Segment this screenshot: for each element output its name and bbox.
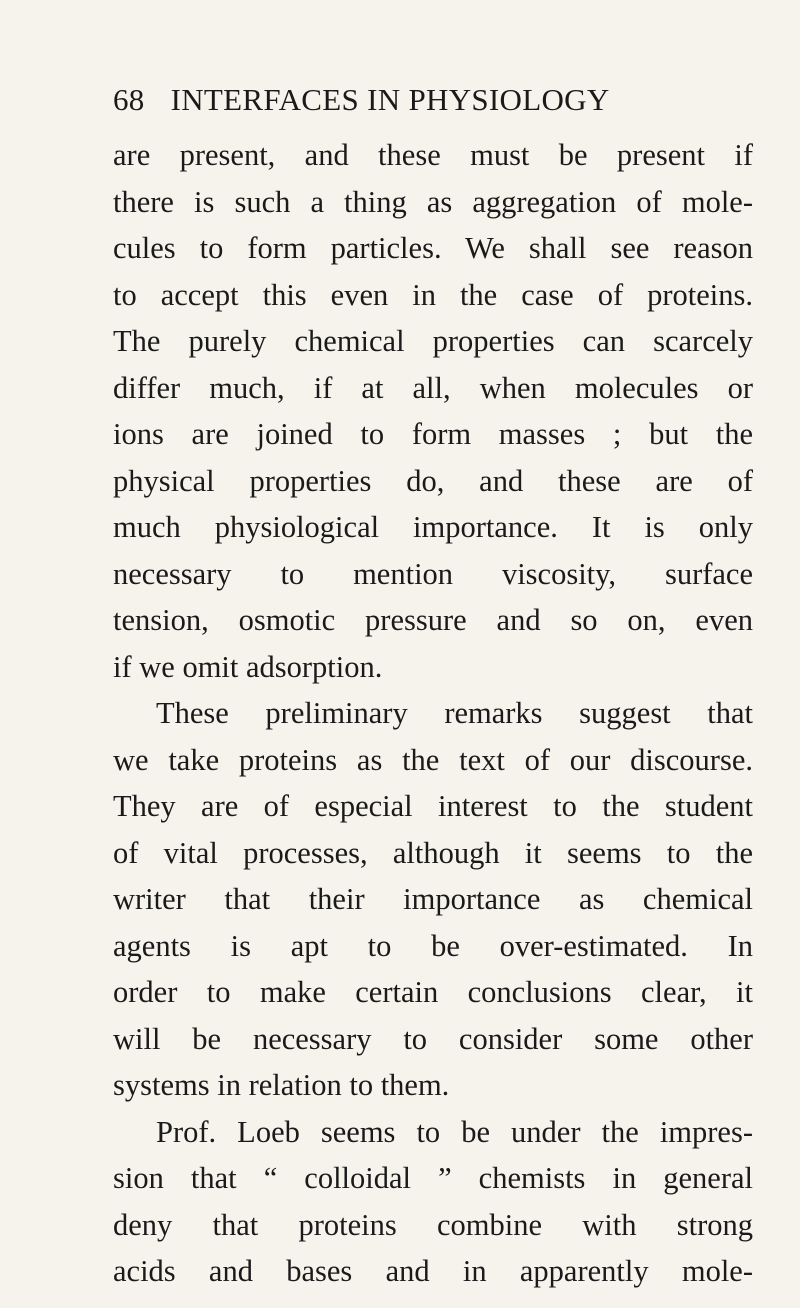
text-line: there is such a thing as aggregation of mole-	[113, 184, 753, 219]
running-title: INTERFACES IN PHYSIOLOGY	[170, 82, 610, 117]
text-line: They are of especial interest to the student	[113, 789, 753, 823]
body-text	[113, 132, 753, 1295]
text-line: we take proteins as the text of our discourse.	[113, 742, 753, 777]
text-line: The purely chemical properties can scarcely	[113, 324, 753, 358]
text-line: to accept this even in the case of proteins.	[113, 277, 753, 312]
text-line: necessary to mention viscosity, surface	[113, 556, 753, 591]
text-line: will be necessary to consider some other	[113, 1021, 753, 1056]
paragraph-start-line: These preliminary remarks suggest that	[156, 696, 753, 730]
text-line: cules to form particles. We shall see reason	[113, 231, 753, 265]
text-line: order to make certain conclusions clear, it	[113, 975, 753, 1009]
text-line: tension, osmotic pressure and so on, even	[113, 603, 753, 637]
text-line: ions are joined to form masses ; but the	[113, 417, 753, 451]
text-line: acids and bases and in apparently mole-	[113, 1254, 753, 1288]
text-line: writer that their importance as chemical	[113, 882, 753, 916]
text-line: deny that proteins combine with strong	[113, 1207, 753, 1242]
page-number: 68	[113, 82, 145, 117]
text-line: much physiological importance. It is only	[113, 510, 753, 544]
text-line: sion that “ colloidal ” chemists in general	[113, 1161, 753, 1195]
paragraph-end-line: systems in relation to them.	[113, 1068, 450, 1102]
text-line: of vital processes, although it seems to the	[113, 835, 753, 870]
text-line: are present, and these must be present if	[113, 138, 753, 172]
text-line: agents is apt to be over-estimated. In	[113, 928, 753, 963]
paragraph-end-line: if we omit adsorption.	[113, 649, 383, 684]
text-line: physical properties do, and these are of	[113, 463, 753, 498]
paragraph-start-line: Prof. Loeb seems to be under the impres-	[156, 1114, 753, 1149]
running-header	[113, 82, 673, 118]
text-line: differ much, if at all, when molecules or	[113, 370, 753, 405]
